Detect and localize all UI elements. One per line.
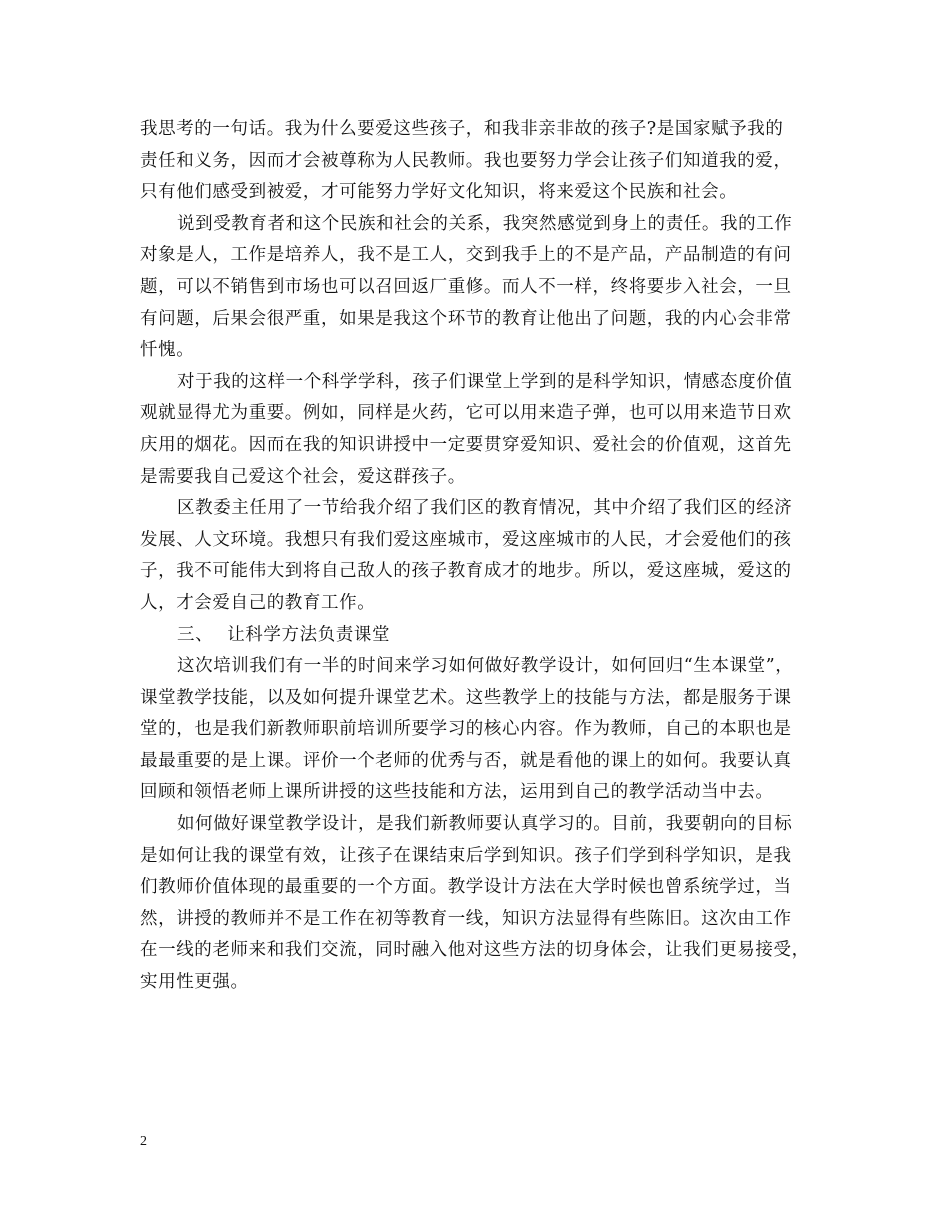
text-line: 我思考的一句话。我为什么要爱这些孩子，和我非亲非故的孩子?是国家赋予我的 — [140, 119, 784, 139]
paragraph-first-line: 这次培训我们有一半的时间来学习如何做好教学设计，如何回归“生本课堂”， — [177, 656, 794, 677]
text-line: 在一线的老师来和我们交流，同时融入他对这些方法的切身体会，让我们更易接受， — [140, 940, 810, 961]
text-line: 责任和义务，因而才会被尊称为人民教师。我也要努力学会让孩子们知道我的爱， — [140, 150, 792, 171]
text-line: 们教师价值体现的最重要的一个方面。教学设计方法在大学时候也曾系统学过，当 — [140, 877, 792, 898]
text-line: 发展、人文环境。我想只有我们爱这座城市，爱这座城市的人民，才会爱他们的孩 — [140, 529, 792, 550]
section-title: 让科学方法负责课堂 — [227, 624, 391, 645]
text-line: 回顾和领悟老师上课所讲授的这些技能和方法，运用到自己的教学活动当中去。 — [140, 782, 774, 803]
text-line: 实用性更强。 — [140, 972, 249, 993]
text-line: 课堂教学技能，以及如何提升课堂艺术。这些教学上的技能与方法，都是服务于课 — [140, 687, 792, 708]
page-number: 2 — [140, 1134, 147, 1149]
text-line: 堂的，也是我们新教师职前培训所要学习的核心内容。作为教师，自己的本职也是 — [140, 719, 792, 740]
document-body — [140, 114, 822, 999]
section-heading — [140, 620, 822, 652]
text-line: 观就显得尤为重要。例如，同样是火药，它可以用来造子弹，也可以用来造节日欢 — [140, 403, 792, 424]
section-number: 三、 — [177, 624, 214, 645]
text-line: 子，我不可能伟大到将自己敌人的孩子教育成才的地步。所以，爱这座城，爱这的 — [140, 561, 792, 582]
text-line: 题，可以不销售到市场也可以召回返厂重修。而人不一样，终将要步入社会，一旦 — [140, 276, 792, 297]
text-line: 人，才会爱自己的教育工作。 — [140, 592, 376, 613]
paragraph-first-line: 区教委主任用了一节给我介绍了我们区的教育情况，其中介绍了我们区的经济 — [177, 498, 793, 519]
paragraph-first-line: 说到受教育者和这个民族和社会的关系，我突然感觉到身上的责任。我的工作 — [177, 213, 793, 234]
text-line: 忏愧。 — [140, 340, 195, 361]
text-line: 是需要我自己爱这个社会，爱这群孩子。 — [140, 466, 466, 487]
text-line: 只有他们感受到被爱，才可能努力学好文化知识，将来爱这个民族和社会。 — [140, 182, 738, 203]
text-line: 有问题，后果会很严重，如果是我这个环节的教育让他出了问题，我的内心会非常 — [140, 308, 792, 329]
text-line: 最最重要的是上课。评价一个老师的优秀与否，就是看他的课上的如何。我要认真 — [140, 750, 792, 771]
paragraph-first-line: 如何做好课堂教学设计，是我们新教师要认真学习的。目前，我要朝向的目标 — [177, 814, 793, 835]
text-line: 然，讲授的教师并不是工作在初等教育一线，知识方法显得有些陈旧。这次由工作 — [140, 908, 792, 929]
paragraph-first-line: 对于我的这样一个科学学科，孩子们课堂上学到的是科学知识，情感态度价值 — [177, 371, 793, 392]
text-line: 是如何让我的课堂有效，让孩子在课结束后学到知识。孩子们学到科学知识，是我 — [140, 845, 792, 866]
text-line: 对象是人，工作是培养人，我不是工人，交到我手上的不是产品，产品制造的有问 — [140, 245, 792, 266]
text-line: 庆用的烟花。因而在我的知识讲授中一定要贯穿爱知识、爱社会的价值观，这首先 — [140, 434, 792, 455]
